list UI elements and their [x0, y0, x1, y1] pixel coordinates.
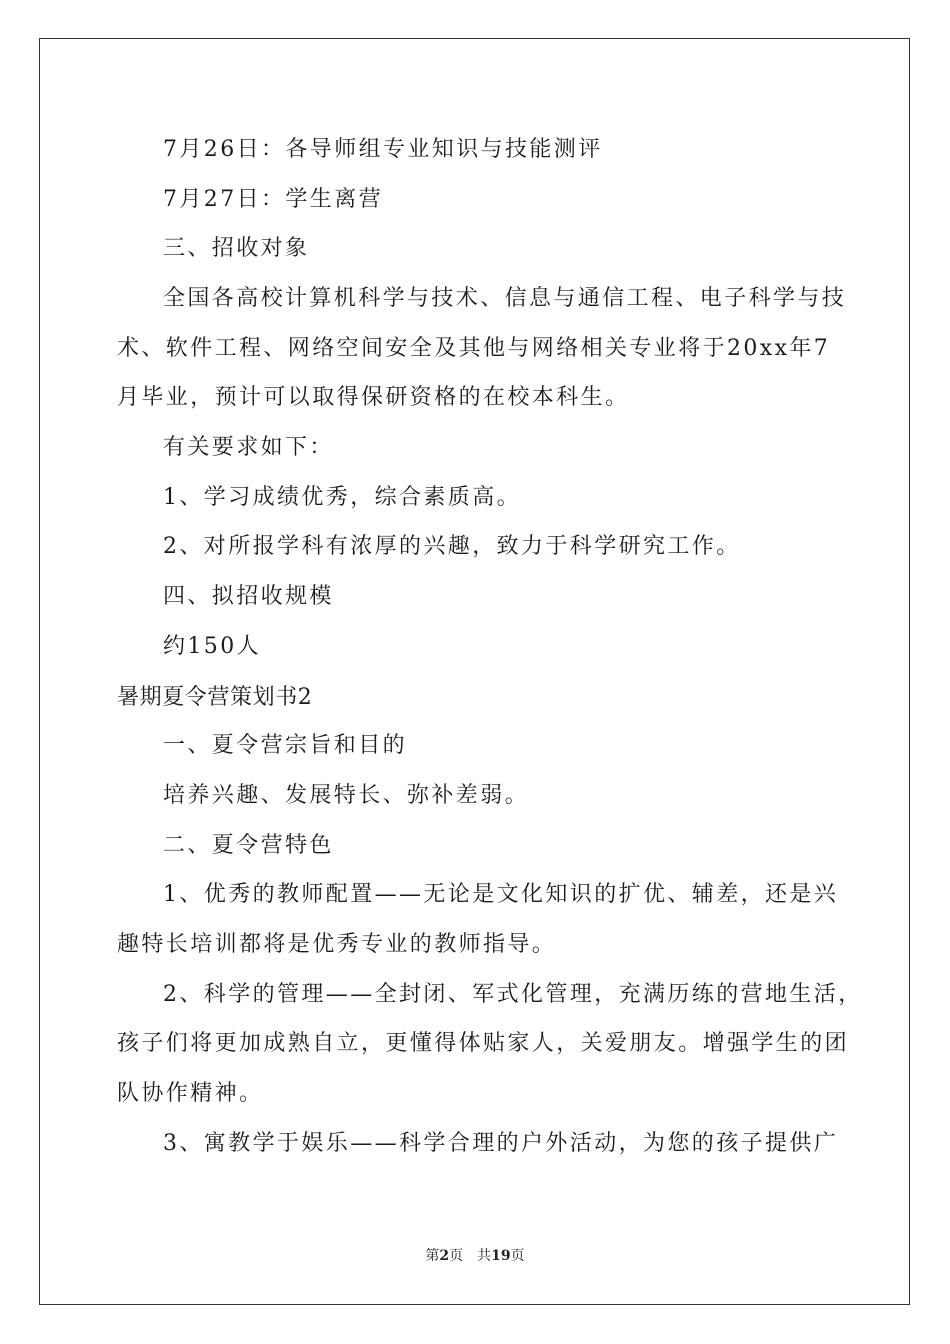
scale-value: 约150人 — [163, 634, 261, 659]
feature-2-line3: 队协作精神。 — [117, 1081, 264, 1106]
page-border — [39, 38, 910, 1305]
purpose-text: 培养兴趣、发展特长、弥补差弱。 — [163, 783, 530, 808]
feature-3-line1: 3、寓教学于娱乐——科学合理的户外活动，为您的孩子提供广 — [163, 1131, 839, 1156]
footer-suffix: 页 — [510, 1248, 525, 1264]
feature-1-line1: 1、优秀的教师配置——无论是文化知识的扩优、辅差，还是兴 — [163, 882, 839, 907]
footer-page-number: 2 — [439, 1248, 450, 1264]
feature-2-line1: 2、科学的管理——全封闭、军式化管理，充满历练的营地生活， — [163, 982, 863, 1007]
footer-prefix: 第 — [425, 1248, 440, 1264]
page-footer — [0, 1246, 950, 1266]
footer-mid: 页 共 — [449, 1248, 492, 1264]
requirements-intro: 有关要求如下： — [163, 435, 334, 460]
requirement-2: 2、对所报学科有浓厚的兴趣，致力于科学研究工作。 — [163, 534, 741, 559]
section-heading-features: 二、夏令营特色 — [163, 833, 334, 858]
section-heading-recruits: 三、招收对象 — [163, 236, 310, 261]
feature-1-line2: 趣特长培训都将是优秀专业的教师指导。 — [117, 932, 557, 957]
requirement-1: 1、学习成绩优秀，综合素质高。 — [163, 485, 521, 510]
section-heading-scale: 四、拟招收规模 — [163, 584, 334, 609]
section-heading-purpose: 一、夏令营宗旨和目的 — [163, 733, 408, 758]
feature-2-line2: 孩子们将更加成熟自立，更懂得体贴家人，关爱朋友。增强学生的团 — [117, 1031, 850, 1056]
paragraph-recruits-line3: 月毕业，预计可以取得保研资格的在校本科生。 — [117, 385, 630, 410]
schedule-line-jul26: 7月26日：各导师组专业知识与技能测评 — [163, 137, 603, 162]
paragraph-recruits-line1: 全国各高校计算机科学与技术、信息与通信工程、电子科学与技 — [163, 286, 847, 311]
footer-total-pages: 19 — [491, 1248, 511, 1264]
schedule-line-jul27: 7月27日：学生离营 — [163, 187, 383, 212]
paragraph-recruits-line2: 术、软件工程、网络空间安全及其他与网络相关专业将于20xx年7 — [117, 336, 831, 361]
document-title-2: 暑期夏令营策划书2 — [117, 685, 313, 710]
